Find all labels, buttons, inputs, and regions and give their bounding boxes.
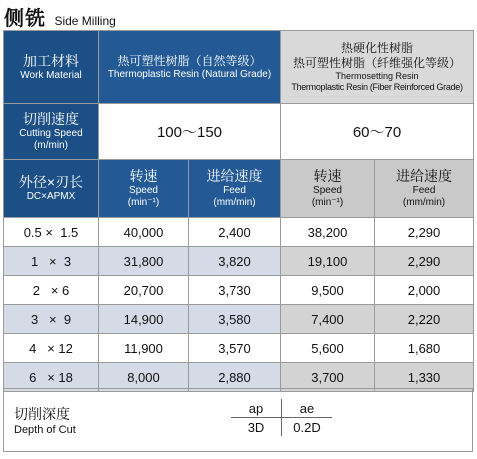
- cutting-conditions-table: [3, 30, 474, 392]
- material-header-row: [4, 31, 474, 104]
- feed-cell: 2,880: [189, 363, 281, 392]
- table-row: [4, 218, 474, 247]
- feed-cell: 3,570: [189, 334, 281, 363]
- feed-cell: 2,000: [375, 276, 474, 305]
- feed-cell: 3,730: [189, 276, 281, 305]
- ae-value: 0.2D: [282, 418, 333, 437]
- speed-cell: 38,200: [281, 218, 375, 247]
- size-cell: 4 × 12: [4, 334, 99, 363]
- page-title: [4, 2, 116, 30]
- size-cell: 1 × 3: [4, 247, 99, 276]
- dimension-header: 外径×刃长 DC×APMX: [4, 160, 99, 218]
- speed-cell: 40,000: [99, 218, 189, 247]
- feed-cell: 3,820: [189, 247, 281, 276]
- thermoplastic-header: 热可塑性树脂（自然等级） Thermoplastic Resin (Natural Grade): [99, 31, 281, 104]
- feed-cell: 3,580: [189, 305, 281, 334]
- feed-cell: 2,220: [375, 305, 474, 334]
- work-material-header: 加工材料 Work Material: [4, 31, 99, 104]
- speed-cell: 9,500: [281, 276, 375, 305]
- size-cell: 2 × 6: [4, 276, 99, 305]
- title-cn: 侧铣: [4, 8, 46, 30]
- table-row: [4, 305, 474, 334]
- speed-cell: 8,000: [99, 363, 189, 392]
- cutting-speed-row: [4, 104, 474, 160]
- speed-thermoplastic: 100～150: [99, 104, 281, 160]
- size-cell: 3 × 9: [4, 305, 99, 334]
- depth-of-cut-label: 切削深度 Depth of Cut: [14, 406, 76, 436]
- title-en: Side Milling: [54, 14, 116, 28]
- rotation-speed-header-2: 转速 Speed (min⁻¹): [281, 160, 375, 218]
- speed-cell: 14,900: [99, 305, 189, 334]
- feed-cell: 1,330: [375, 363, 474, 392]
- feed-cell: 2,290: [375, 218, 474, 247]
- ap-value: 3D: [231, 418, 282, 437]
- depth-of-cut-section: [3, 388, 473, 452]
- speed-thermosetting: 60～70: [281, 104, 474, 160]
- feed-header-1: 进给速度 Feed (mm/min): [189, 160, 281, 218]
- feed-header-2: 进给速度 Feed (mm/min): [375, 160, 474, 218]
- table-row: [4, 334, 474, 363]
- depth-of-cut-table: [231, 399, 332, 436]
- size-cell: 6 × 18: [4, 363, 99, 392]
- speed-cell: 11,900: [99, 334, 189, 363]
- feed-cell: 1,680: [375, 334, 474, 363]
- rotation-speed-header-1: 转速 Speed (min⁻¹): [99, 160, 189, 218]
- cutting-speed-header: 切削速度 Cutting Speed (m/min): [4, 104, 99, 160]
- column-header-row: [4, 160, 474, 218]
- speed-cell: 19,100: [281, 247, 375, 276]
- speed-cell: 20,700: [99, 276, 189, 305]
- ap-label: ap: [231, 399, 282, 418]
- thermosetting-header: 热硬化性树脂 热可塑性树脂（纤维强化等级） Thermosetting Resin Thermoplastic Resin (Fiber Reinforced Grade): [281, 31, 474, 104]
- feed-cell: 2,290: [375, 247, 474, 276]
- ae-label: ae: [282, 399, 333, 418]
- speed-cell: 31,800: [99, 247, 189, 276]
- speed-cell: 3,700: [281, 363, 375, 392]
- size-cell: 0.5 × 1.5: [4, 218, 99, 247]
- feed-cell: 2,400: [189, 218, 281, 247]
- speed-cell: 5,600: [281, 334, 375, 363]
- table-row: [4, 276, 474, 305]
- table-row: [4, 247, 474, 276]
- speed-cell: 7,400: [281, 305, 375, 334]
